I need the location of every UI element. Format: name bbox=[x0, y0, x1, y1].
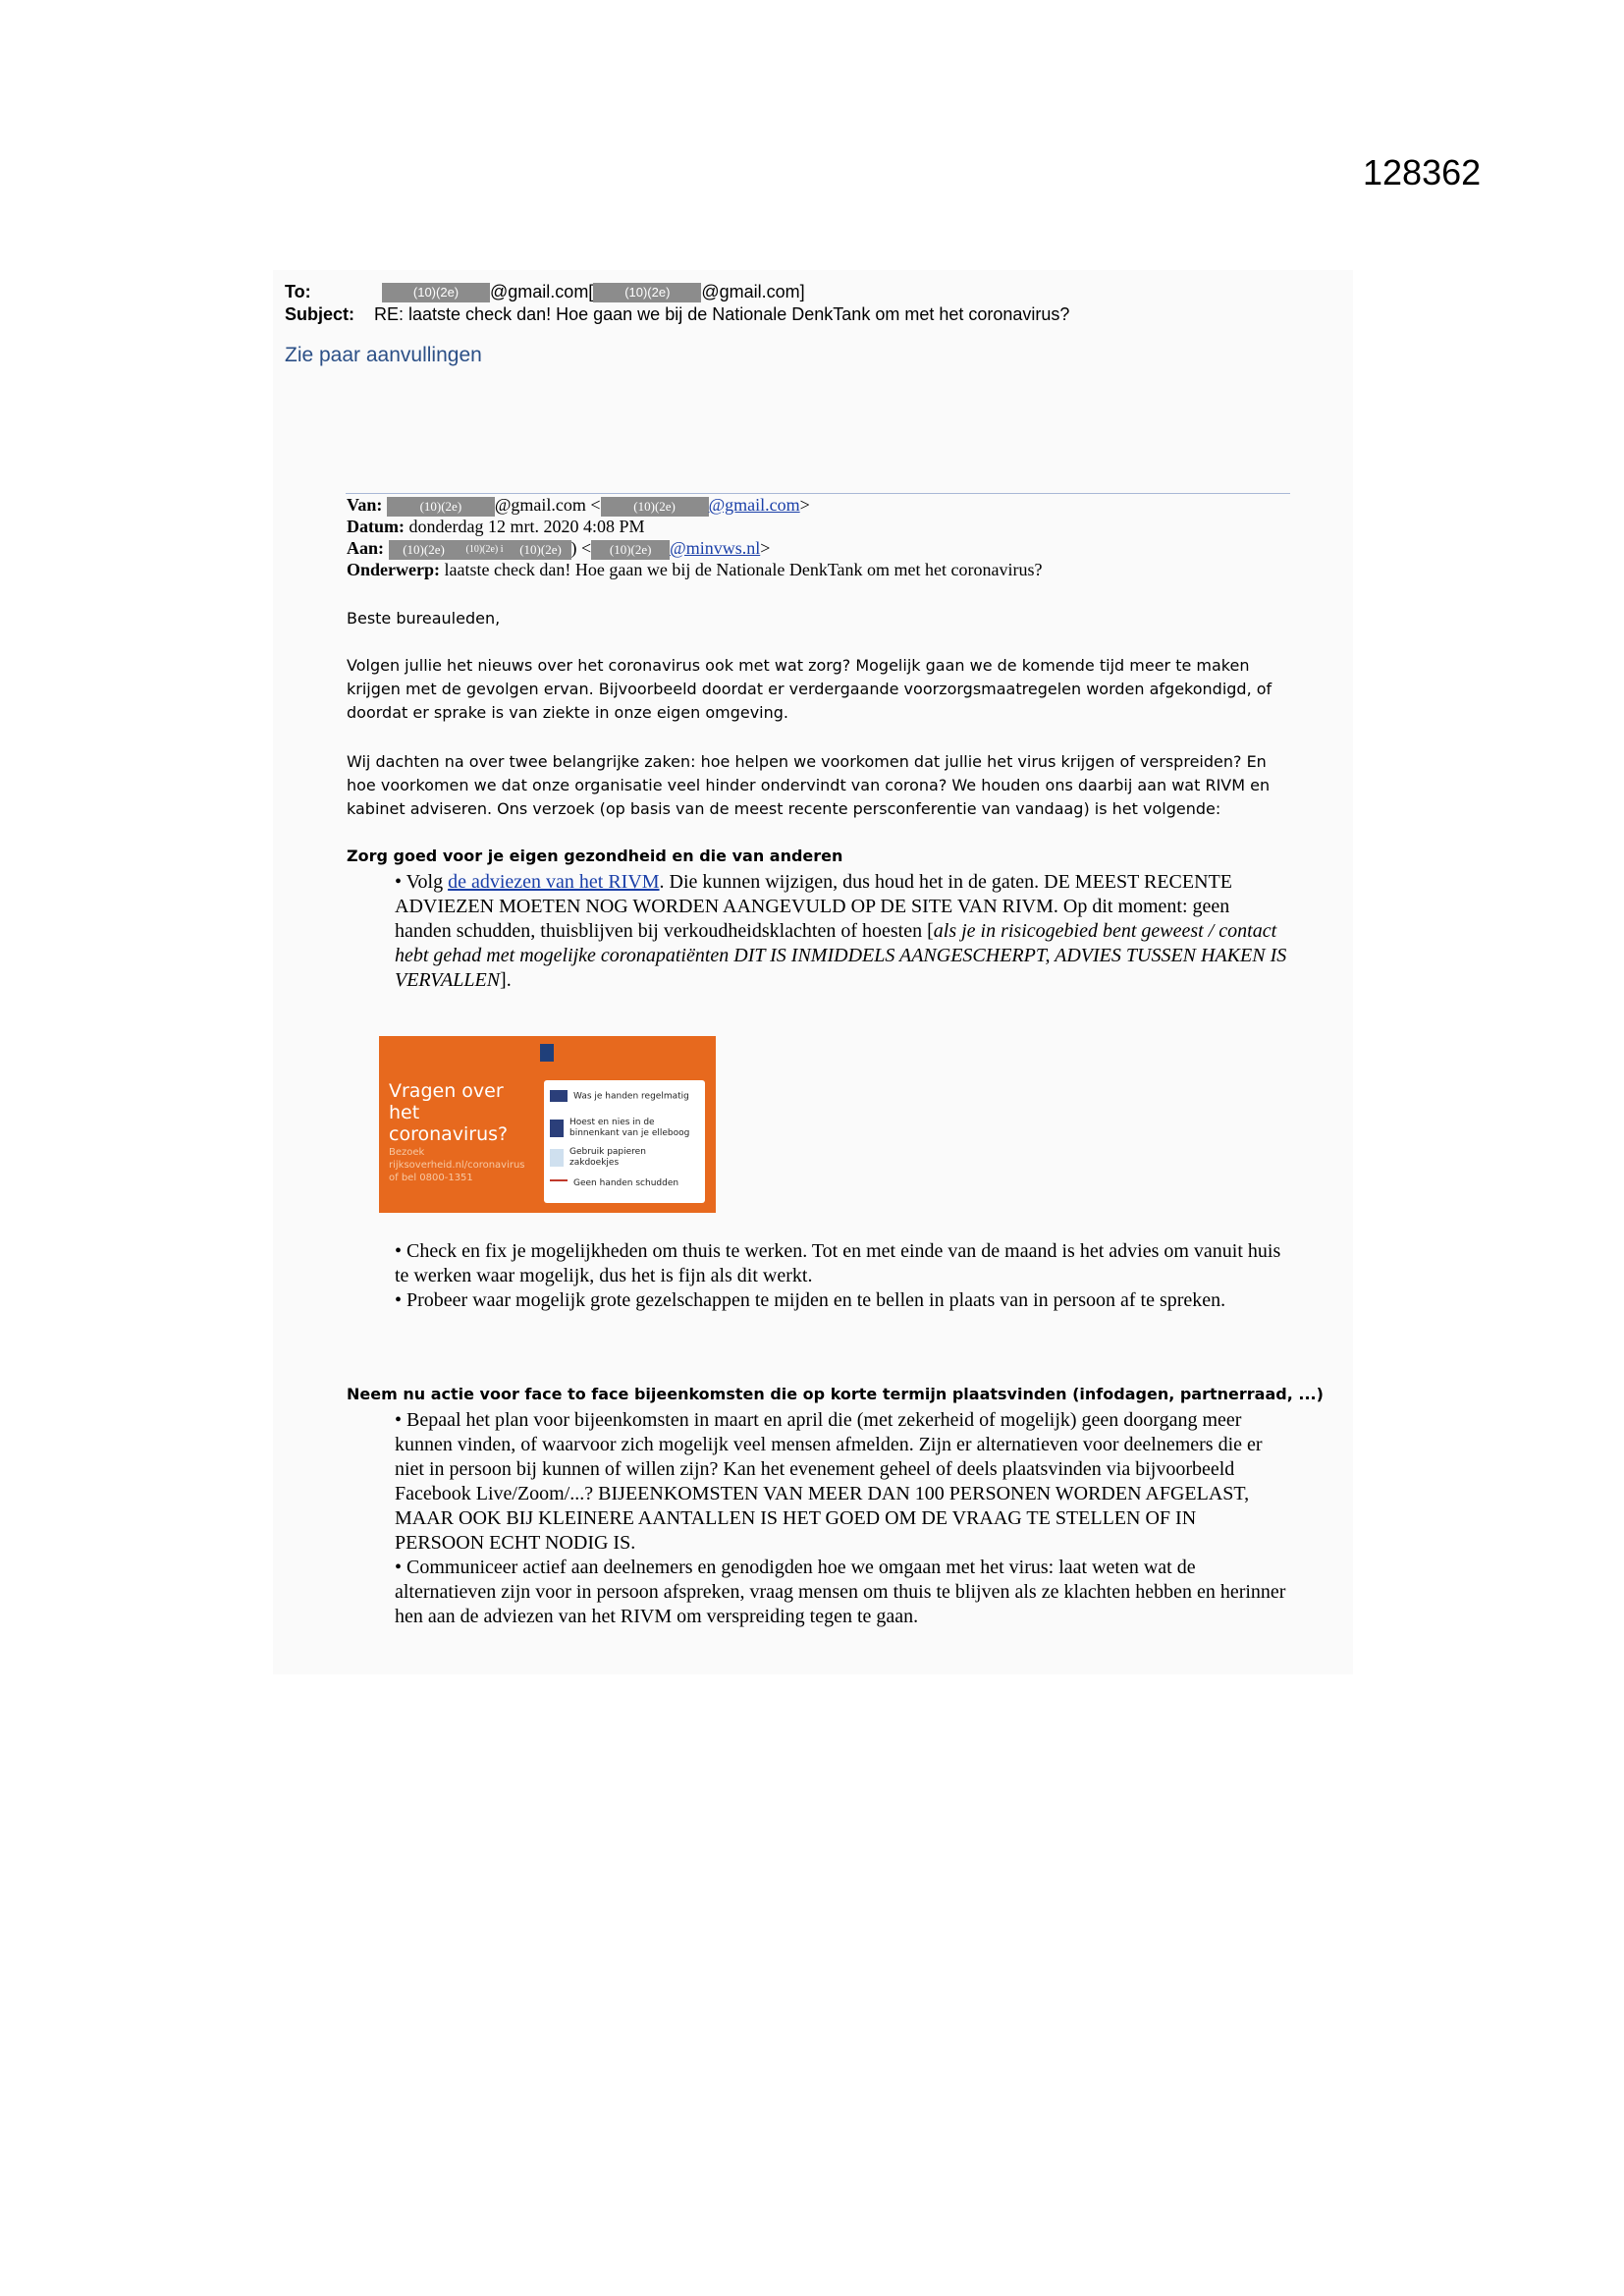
datum-line bbox=[347, 516, 645, 537]
redaction-box: (10)(2e) bbox=[387, 497, 495, 517]
tip-text: Gebruik papieren zakdoekjes bbox=[569, 1147, 646, 1168]
redaction-box: (10)(2e) bbox=[591, 540, 670, 560]
bullet-rivm-italic: als je in risicogebied bent geweest / contact hebt gehad met mogelijke coronapatiënten DIT IS INMIDDELS AANGESCHERPT, ADVIES TUSSEN HAKEN IS VERVALLEN bbox=[395, 920, 1287, 991]
tip-wash-hands bbox=[550, 1090, 689, 1103]
heading-meetings: Neem nu actie voor face to face bijeenkomsten die op korte termijn plaatsvinden (infodagen, partnerraad, ...) bbox=[347, 1385, 1324, 1403]
bullet-rivm-pre: • Volg bbox=[395, 871, 449, 893]
subject-label: Subject: bbox=[285, 304, 355, 324]
rijksoverheid-logo-icon bbox=[540, 1044, 554, 1062]
aan-part1: ) < bbox=[570, 538, 592, 558]
bullet-work-home: • Check en fix je mogelijkheden om thuis te werken. Tot en met einde van de maand is het advies om vanuit huis te werken waar mogelijk, dus het is fijn als dit werkt. bbox=[395, 1240, 1281, 1286]
subject-value: RE: laatste check dan! Hoe gaan we bij de Nationale DenkTank om met het coronavirus? bbox=[374, 304, 1070, 324]
van-email-link[interactable]: @gmail.com bbox=[708, 495, 800, 515]
aan-line: Aan: (10)(2e) (10)(2e) i (10)(2e) ) < (10)(2e) @minvws.nl> bbox=[347, 538, 771, 558]
redaction-box: (10)(2e) bbox=[389, 540, 460, 560]
document-number: 128362 bbox=[1363, 152, 1482, 192]
datum-value: donderdag 12 mrt. 2020 4:08 PM bbox=[408, 517, 645, 536]
aan-email-link[interactable]: @minvws.nl bbox=[670, 538, 761, 558]
subject-line bbox=[285, 304, 1069, 325]
redaction-box: (10)(2e) bbox=[593, 283, 701, 302]
bullet-plan-meetings: • Bepaal het plan voor bijeenkomsten in maart en april die (met zekerheid of mogelijk) geen doorgang meer kunnen vinden, of waarvoor zich mogelijk veel mensen afmelden. Zijn er alternatieven voor deelnemers die er niet in persoon bij kunnen of willen zijn? Kan het evenement geheel of deels plaatsvinden via bijvoorbeeld Facebook Live/Zoom/...? BIJEENKOMSTEN VAN MEER DAN 100 PERSONEN WORDEN AFGELAST, MAAR OOK BIJ KLEINERE AANTALLEN IS HET GOED OM DE VRAAG TE STELLEN OF IN PERSOON ECHT NODIG IS. bbox=[395, 1409, 1263, 1554]
paragraph-2: Wij dachten na over twee belangrijke zaken: hoe helpen we voorkomen dat jullie het virus krijgen of verspreiden? En hoe voorkomen we dat onze organisatie veel hinder ondervindt van corona? We houden ons daarbij aan wat RIVM en kabinet adviseren. Ons verzoek (op basis van de meest recente persconferentie van vandaag) is het volgende: bbox=[347, 752, 1271, 818]
tissue-icon bbox=[550, 1149, 564, 1167]
heading-health: Zorg goed voor je eigen gezondheid en die van anderen bbox=[347, 847, 843, 865]
to-line bbox=[285, 282, 805, 302]
intro-line: Zie paar aanvullingen bbox=[285, 344, 482, 366]
tip-text: Geen handen schudden bbox=[573, 1178, 679, 1188]
onderwerp-label: Onderwerp: bbox=[347, 560, 440, 579]
bullet-rivm bbox=[395, 870, 1288, 993]
tip-tissues bbox=[550, 1147, 697, 1169]
van-label: Van: bbox=[347, 495, 383, 515]
onderwerp-value: laatste check dan! Hoe gaan we bij de Nationale DenkTank om met het coronavirus? bbox=[444, 560, 1043, 579]
greeting: Beste bureauleden, bbox=[347, 609, 501, 628]
tip-text: Was je handen regelmatig bbox=[573, 1091, 689, 1102]
paragraph-1: Volgen jullie het nieuws over het coronavirus ook met wat zorg? Mogelijk gaan we de komende tijd meer te maken krijgen met de gevolgen ervan. Bijvoorbeeld doordat er verdergaande voorzorgsmaatregelen worden afgekondigd, of doordat er sprake is van ziekte in onze eigen omgeving. bbox=[347, 656, 1272, 722]
rivm-advice-link[interactable]: de adviezen van het RIVM bbox=[448, 871, 660, 893]
bullet-avoid-groups: • Probeer waar mogelijk grote gezelschappen te mijden en te bellen in plaats van in persoon af te spreken. bbox=[395, 1289, 1226, 1311]
redaction-box: (10)(2e) bbox=[511, 540, 571, 560]
to-part1: @gmail.com[ bbox=[490, 282, 594, 301]
bullet-rivm-end: ]. bbox=[500, 969, 512, 991]
datum-label: Datum: bbox=[347, 517, 405, 536]
bullet-communicate: • Communiceer actief aan deelnemers en genodigden hoe we omgaan met het virus: laat weten wat de alternatieven zijn voor in persoon afspreken, vraag mensen om thuis te blijven als ze klachten hebben en herinner hen aan de adviezen van het RIVM om verspreiding tegen te gaan. bbox=[395, 1557, 1286, 1627]
to-label: To: bbox=[285, 282, 311, 301]
elbow-cough-icon bbox=[550, 1120, 564, 1137]
tip-no-handshake bbox=[550, 1178, 678, 1189]
redaction-box: (10)(2e) i bbox=[460, 540, 511, 560]
to-part2: @gmail.com] bbox=[701, 282, 805, 301]
tip-text: Hoest en nies in de binnenkant van je elleboog bbox=[569, 1118, 690, 1138]
no-handshake-icon bbox=[550, 1179, 568, 1187]
poster-tips-card bbox=[544, 1080, 705, 1203]
van-part1: @gmail.com < bbox=[494, 495, 601, 515]
onderwerp-line bbox=[347, 559, 1043, 580]
corona-poster-image bbox=[379, 1036, 716, 1213]
bullet-rivm-text: . Die kunnen wijzigen, dus houd het in de gaten. DE MEEST RECENTE ADVIEZEN MOETEN NOG WORDEN AANGEVULD OP DE SITE VAN RIVM. Op dit moment: geen handen schudden, thuisblijven bij verkoudheidsklachten of hoesten [ bbox=[395, 871, 1232, 942]
redaction-box: (10)(2e) bbox=[382, 283, 490, 302]
hand-wash-icon bbox=[550, 1090, 568, 1102]
tip-cough bbox=[550, 1118, 697, 1139]
poster-headline: Vragen over het coronavirus? bbox=[389, 1080, 509, 1145]
redaction-box: (10)(2e) bbox=[601, 497, 709, 517]
van-line: Van: (10)(2e) @gmail.com < (10)(2e) @gmail.com> bbox=[347, 495, 810, 515]
poster-visit-text: Bezoek rijksoverheid.nl/coronavirus of bel 0800-1351 bbox=[389, 1147, 525, 1183]
aan-label: Aan: bbox=[347, 538, 385, 558]
